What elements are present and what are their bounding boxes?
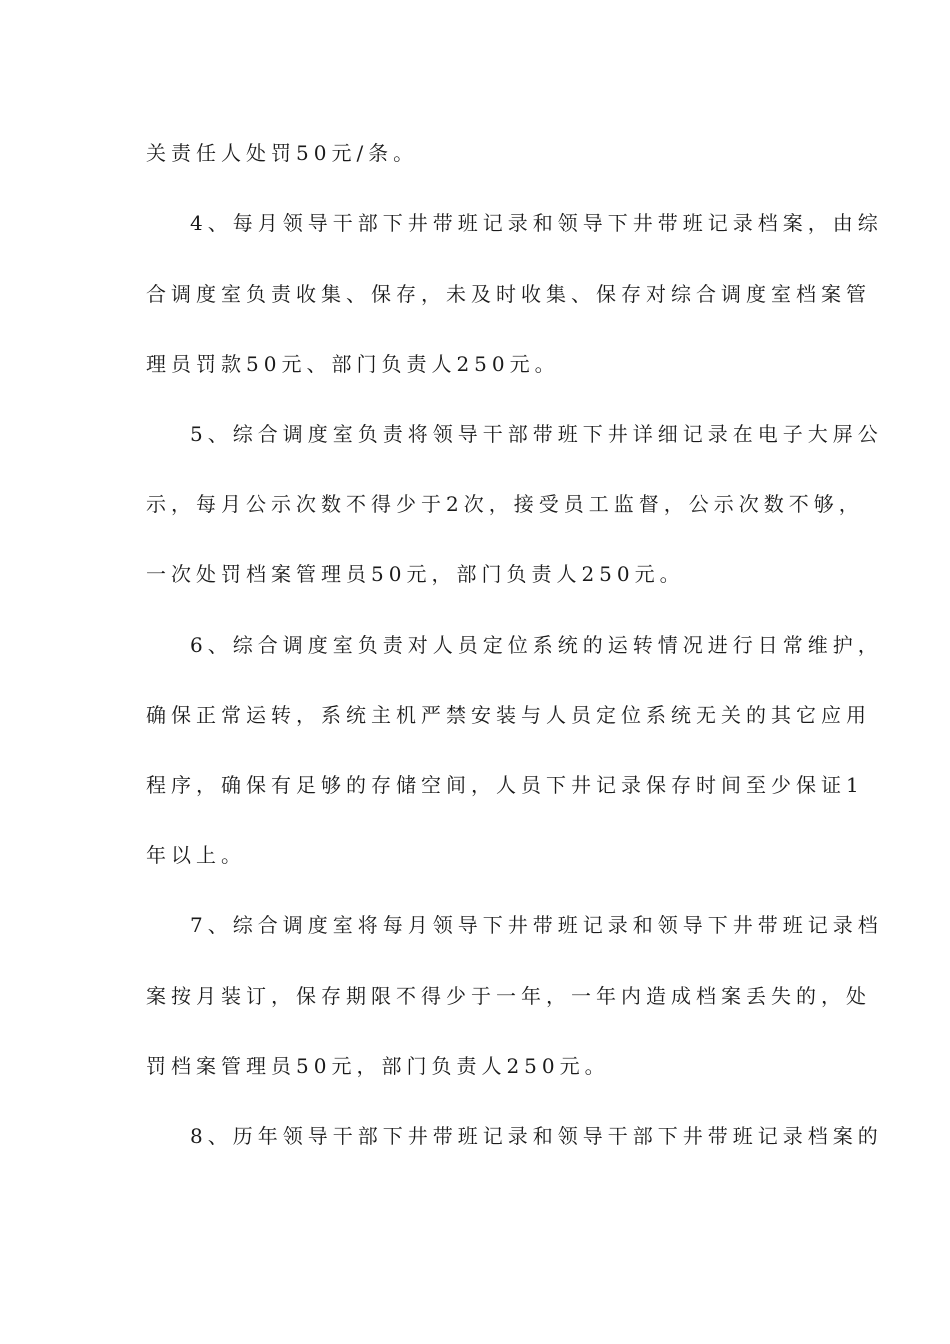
text-line: 案按月装订，保存期限不得少于一年，一年内造成档案丢失的，处 [146, 984, 871, 1008]
paragraph-5-line-1: 5、综合调度室负责将领导干部带班下井详细记录在电子大屏公 [190, 422, 883, 446]
text-line: 确保正常运转，系统主机严禁安装与人员定位系统无关的其它应用 [146, 703, 871, 727]
text-line: 年以上。 [146, 843, 246, 867]
paragraph-7-line-1: 7、综合调度室将每月领导下井带班记录和领导下井带班记录档 [190, 913, 883, 937]
text-line: 一次处罚档案管理员50元，部门负责人250元。 [146, 562, 685, 586]
text-line: 罚档案管理员50元，部门负责人250元。 [146, 1054, 610, 1078]
paragraph-4-line-1: 4、每月领导干部下井带班记录和领导下井带班记录档案，由综 [190, 211, 883, 235]
text-line: 关责任人处罚50元/条。 [146, 141, 419, 165]
text-line: 示，每月公示次数不得少于2次，接受员工监督，公示次数不够， [146, 492, 864, 516]
text-line: 理员罚款50元、部门负责人250元。 [146, 352, 560, 376]
paragraph-6-line-1: 6、综合调度室负责对人员定位系统的运转情况进行日常维护， [190, 633, 883, 657]
text-line: 程序，确保有足够的存储空间，人员下井记录保存时间至少保证1 [146, 773, 864, 797]
paragraph-8-line-1: 8、历年领导干部下井带班记录和领导干部下井带班记录档案的 [190, 1124, 883, 1148]
text-line: 合调度室负责收集、保存，未及时收集、保存对综合调度室档案管 [146, 282, 871, 306]
